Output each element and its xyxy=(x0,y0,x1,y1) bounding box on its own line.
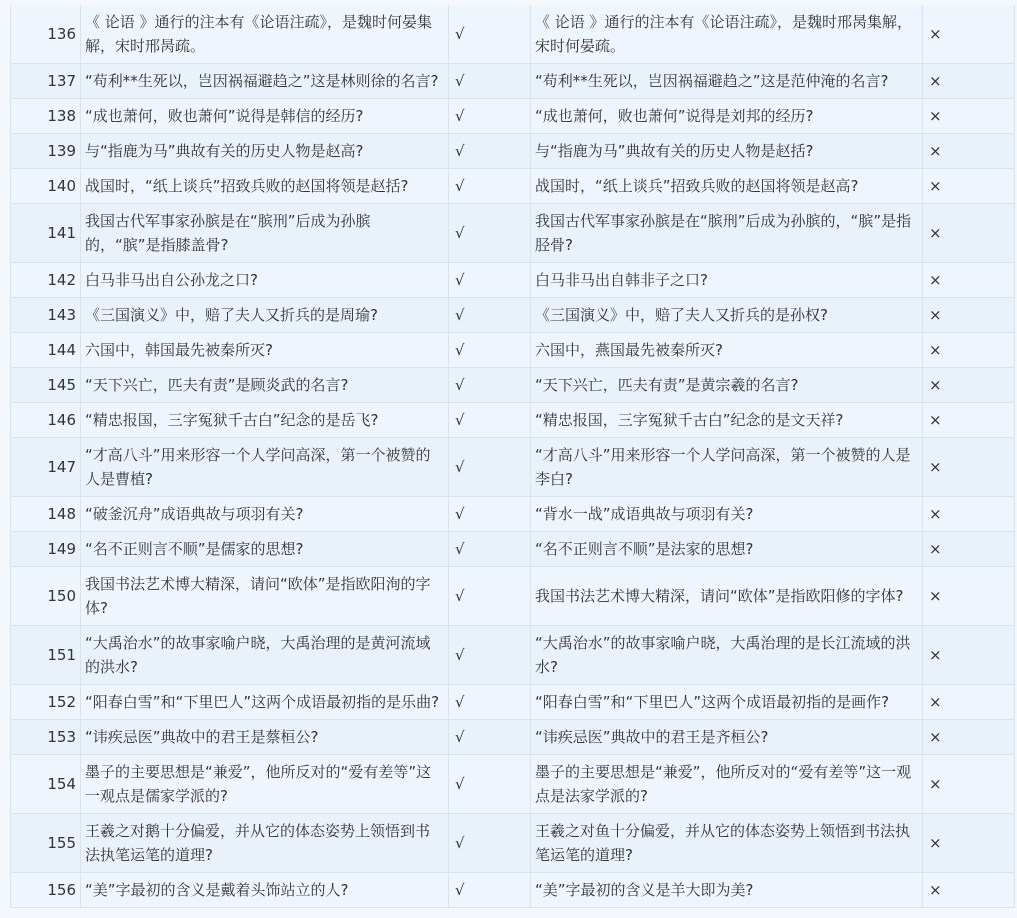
wrong-statement-cell: “阳春白雪”和“下里巴人”这两个成语最初指的是画作? xyxy=(531,685,923,720)
quiz-table-body xyxy=(11,5,1015,908)
table-row xyxy=(11,720,1015,755)
correct-statement-cell: 墨子的主要思想是“兼爱”，他所反对的“爱有差等”这一观点是儒家学派的? xyxy=(81,755,449,814)
correct-statement-cell: 六国中，韩国最先被秦所灭? xyxy=(81,333,449,368)
wrong-mark-cell: × xyxy=(923,333,1015,368)
wrong-mark-cell: × xyxy=(923,720,1015,755)
table-row xyxy=(11,814,1015,873)
wrong-statement-cell: 六国中，燕国最先被秦所灭? xyxy=(531,333,923,368)
wrong-statement-cell: 我国书法艺术博大精深，请问“欧体”是指欧阳修的字体? xyxy=(531,567,923,626)
wrong-mark-cell: × xyxy=(923,497,1015,532)
wrong-mark-cell: × xyxy=(923,5,1015,64)
wrong-mark-cell: × xyxy=(923,64,1015,99)
wrong-statement-cell: “讳疾忌医”典故中的君王是齐桓公? xyxy=(531,720,923,755)
correct-statement-cell: “美”字最初的含义是戴着头饰站立的人? xyxy=(81,873,449,908)
table-row xyxy=(11,368,1015,403)
table-row xyxy=(11,64,1015,99)
table-row xyxy=(11,567,1015,626)
correct-mark-cell: √ xyxy=(449,5,531,64)
correct-mark-cell: √ xyxy=(449,814,531,873)
wrong-statement-cell: 墨子的主要思想是“兼爱”，他所反对的“爱有差等”这一观点是法家学派的? xyxy=(531,755,923,814)
correct-statement-cell: “精忠报国，三字冤狱千古白”纪念的是岳飞? xyxy=(81,403,449,438)
wrong-statement-cell: “精忠报国，三字冤狱千古白”纪念的是文天祥? xyxy=(531,403,923,438)
wrong-statement-cell: 我国古代军事家孙膑是在“膑刑”后成为孙膑的，“膑”是指胫骨? xyxy=(531,204,923,263)
row-number-cell: 141 xyxy=(11,204,81,263)
correct-statement-cell: “苟利**生死以，岂因祸福避趋之”这是林则徐的名言? xyxy=(81,64,449,99)
wrong-statement-cell: 《三国演义》中，赔了夫人又折兵的是孙权? xyxy=(531,298,923,333)
table-row xyxy=(11,263,1015,298)
correct-statement-cell: 我国书法艺术博大精深，请问“欧体”是指欧阳洵的字体? xyxy=(81,567,449,626)
correct-mark-cell: √ xyxy=(449,263,531,298)
wrong-statement-cell: 白马非马出自韩非子之口? xyxy=(531,263,923,298)
correct-mark-cell: √ xyxy=(449,567,531,626)
wrong-statement-cell: 王羲之对鱼十分偏爱，并从它的体态姿势上领悟到书法执笔运笔的道理? xyxy=(531,814,923,873)
row-number-cell: 155 xyxy=(11,814,81,873)
row-number-cell: 151 xyxy=(11,626,81,685)
correct-statement-cell: “成也萧何，败也萧何”说得是韩信的经历? xyxy=(81,99,449,134)
wrong-mark-cell: × xyxy=(923,204,1015,263)
row-number-cell: 142 xyxy=(11,263,81,298)
table-row xyxy=(11,755,1015,814)
correct-statement-cell: “大禹治水”的故事家喻户晓，大禹治理的是黄河流域的洪水? xyxy=(81,626,449,685)
wrong-statement-cell: 与“指鹿为马”典故有关的历史人物是赵括? xyxy=(531,134,923,169)
correct-statement-cell: 我国古代军事家孙膑是在“膑刑”后成为孙膑的，“膑”是指膝盖骨? xyxy=(81,204,449,263)
row-number-cell: 147 xyxy=(11,438,81,497)
row-number-cell: 154 xyxy=(11,755,81,814)
correct-statement-cell: 《 论语 》通行的注本有《论语注疏》，是魏时何晏集解，宋时邢昺疏。 xyxy=(81,5,449,64)
row-number-cell: 136 xyxy=(11,5,81,64)
wrong-statement-cell: “成也萧何，败也萧何”说得是刘邦的经历? xyxy=(531,99,923,134)
table-row xyxy=(11,204,1015,263)
wrong-mark-cell: × xyxy=(923,263,1015,298)
wrong-statement-cell: “背水一战”成语典故与项羽有关? xyxy=(531,497,923,532)
table-row xyxy=(11,532,1015,567)
row-number-cell: 146 xyxy=(11,403,81,438)
correct-mark-cell: √ xyxy=(449,333,531,368)
row-number-cell: 156 xyxy=(11,873,81,908)
wrong-mark-cell: × xyxy=(923,873,1015,908)
wrong-statement-cell: “大禹治水”的故事家喻户晓，大禹治理的是长江流域的洪水? xyxy=(531,626,923,685)
correct-mark-cell: √ xyxy=(449,438,531,497)
correct-statement-cell: “天下兴亡，匹夫有责”是顾炎武的名言? xyxy=(81,368,449,403)
row-number-cell: 143 xyxy=(11,298,81,333)
wrong-mark-cell: × xyxy=(923,626,1015,685)
table-row xyxy=(11,333,1015,368)
table-row xyxy=(11,134,1015,169)
row-number-cell: 140 xyxy=(11,169,81,204)
correct-statement-cell: 与“指鹿为马”典故有关的历史人物是赵高? xyxy=(81,134,449,169)
wrong-statement-cell: 《 论语 》通行的注本有《论语注疏》，是魏时邢昺集解，宋时何晏疏。 xyxy=(531,5,923,64)
quiz-table xyxy=(10,5,1015,908)
correct-mark-cell: √ xyxy=(449,685,531,720)
wrong-mark-cell: × xyxy=(923,438,1015,497)
correct-statement-cell: “阳春白雪”和“下里巴人”这两个成语最初指的是乐曲? xyxy=(81,685,449,720)
wrong-mark-cell: × xyxy=(923,755,1015,814)
wrong-mark-cell: × xyxy=(923,368,1015,403)
wrong-mark-cell: × xyxy=(923,814,1015,873)
wrong-statement-cell: 战国时，“纸上谈兵”招致兵败的赵国将领是赵高? xyxy=(531,169,923,204)
correct-statement-cell: “才高八斗”用来形容一个人学问高深，第一个被赞的人是曹植? xyxy=(81,438,449,497)
correct-mark-cell: √ xyxy=(449,497,531,532)
row-number-cell: 137 xyxy=(11,64,81,99)
row-number-cell: 149 xyxy=(11,532,81,567)
wrong-mark-cell: × xyxy=(923,298,1015,333)
wrong-mark-cell: × xyxy=(923,567,1015,626)
table-row xyxy=(11,438,1015,497)
correct-mark-cell: √ xyxy=(449,532,531,567)
table-row xyxy=(11,685,1015,720)
wrong-mark-cell: × xyxy=(923,99,1015,134)
row-number-cell: 153 xyxy=(11,720,81,755)
row-number-cell: 152 xyxy=(11,685,81,720)
correct-mark-cell: √ xyxy=(449,204,531,263)
table-row xyxy=(11,403,1015,438)
correct-mark-cell: √ xyxy=(449,720,531,755)
wrong-mark-cell: × xyxy=(923,532,1015,567)
table-row xyxy=(11,497,1015,532)
wrong-statement-cell: “才高八斗”用来形容一个人学问高深，第一个被赞的人是李白? xyxy=(531,438,923,497)
correct-statement-cell: 白马非马出自公孙龙之口? xyxy=(81,263,449,298)
correct-mark-cell: √ xyxy=(449,134,531,169)
correct-mark-cell: √ xyxy=(449,626,531,685)
wrong-mark-cell: × xyxy=(923,134,1015,169)
wrong-statement-cell: “名不正则言不顺”是法家的思想? xyxy=(531,532,923,567)
wrong-mark-cell: × xyxy=(923,169,1015,204)
table-row xyxy=(11,626,1015,685)
correct-statement-cell: 王羲之对鹅十分偏爱，并从它的体态姿势上领悟到书法执笔运笔的道理? xyxy=(81,814,449,873)
row-number-cell: 139 xyxy=(11,134,81,169)
correct-mark-cell: √ xyxy=(449,298,531,333)
correct-mark-cell: √ xyxy=(449,368,531,403)
table-row xyxy=(11,5,1015,64)
row-number-cell: 150 xyxy=(11,567,81,626)
correct-mark-cell: √ xyxy=(449,873,531,908)
correct-statement-cell: 战国时，“纸上谈兵”招致兵败的赵国将领是赵括? xyxy=(81,169,449,204)
correct-mark-cell: √ xyxy=(449,755,531,814)
wrong-mark-cell: × xyxy=(923,685,1015,720)
correct-mark-cell: √ xyxy=(449,99,531,134)
correct-statement-cell: “讳疾忌医”典故中的君王是蔡桓公? xyxy=(81,720,449,755)
correct-statement-cell: 《三国演义》中，赔了夫人又折兵的是周瑜? xyxy=(81,298,449,333)
table-row xyxy=(11,169,1015,204)
correct-mark-cell: √ xyxy=(449,169,531,204)
row-number-cell: 144 xyxy=(11,333,81,368)
wrong-mark-cell: × xyxy=(923,403,1015,438)
row-number-cell: 148 xyxy=(11,497,81,532)
row-number-cell: 138 xyxy=(11,99,81,134)
wrong-statement-cell: “天下兴亡，匹夫有责”是黄宗羲的名言? xyxy=(531,368,923,403)
correct-mark-cell: √ xyxy=(449,64,531,99)
correct-mark-cell: √ xyxy=(449,403,531,438)
table-row xyxy=(11,873,1015,908)
correct-statement-cell: “破釜沉舟”成语典故与项羽有关? xyxy=(81,497,449,532)
table-row xyxy=(11,298,1015,333)
row-number-cell: 145 xyxy=(11,368,81,403)
wrong-statement-cell: “美”字最初的含义是羊大即为美? xyxy=(531,873,923,908)
table-row xyxy=(11,99,1015,134)
wrong-statement-cell: “苟利**生死以，岂因祸福避趋之”这是范仲淹的名言? xyxy=(531,64,923,99)
correct-statement-cell: “名不正则言不顺”是儒家的思想? xyxy=(81,532,449,567)
